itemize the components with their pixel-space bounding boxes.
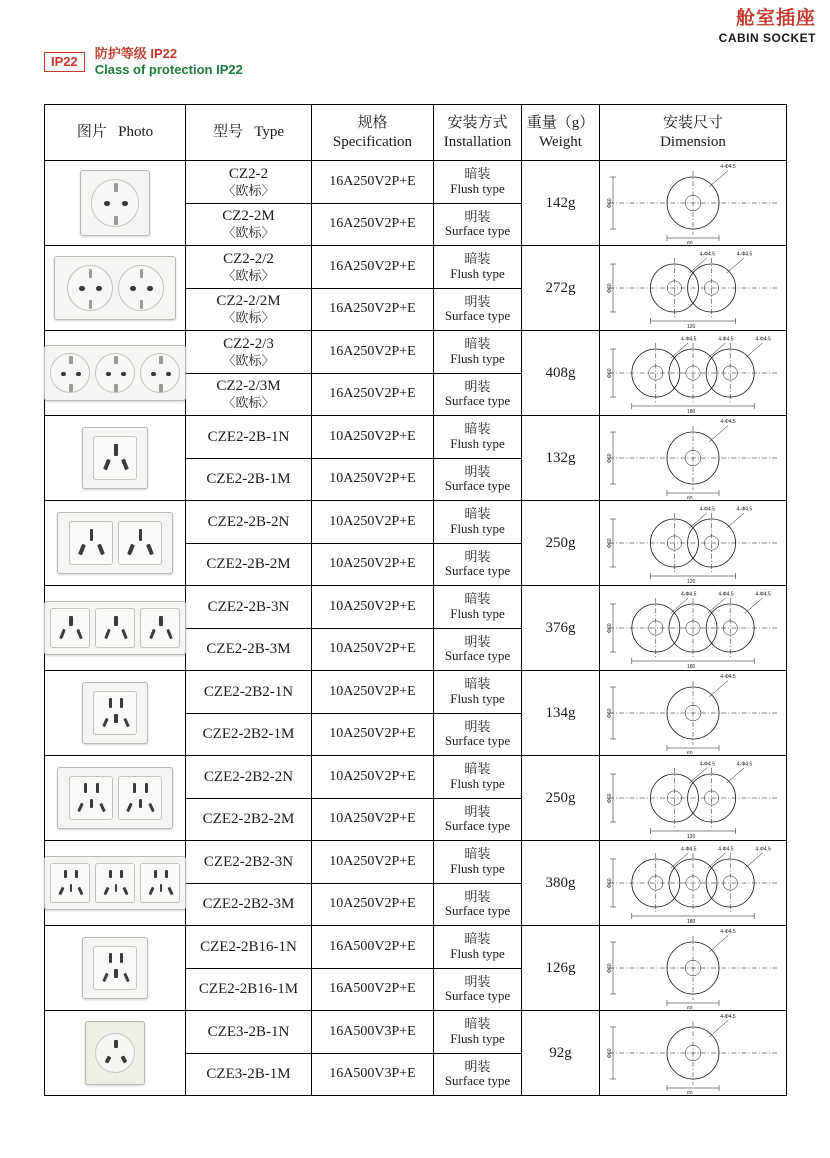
model-number: CZE2-2B-1M [206, 471, 291, 488]
installation-cn: 暗装 [464, 421, 491, 437]
specification-cell: 16A250V2P+E [312, 331, 434, 374]
installation-cell [434, 713, 522, 756]
specification-cell: 10A250V2P+E [312, 671, 434, 714]
installation-en: Surface type [444, 393, 511, 409]
installation-en: Surface type [444, 563, 511, 579]
specification-cell: 10A250V2P+E [312, 628, 434, 671]
installation-cell [434, 416, 522, 459]
product-photo-cell [45, 926, 186, 1011]
model-number: CZE2-2B2-3N [203, 853, 294, 870]
header-title-cn: 舱室插座 [735, 8, 816, 29]
dimension-drawing-cell [600, 671, 787, 756]
col-header-weight-en: Weight [539, 133, 582, 150]
installation-cell [434, 501, 522, 544]
installation-en: Flush type [450, 180, 505, 196]
svg-text:4-Φ4.5: 4-Φ4.5 [755, 591, 771, 598]
col-header-type-en: Type [254, 124, 285, 141]
installation-cn: 暗装 [464, 761, 491, 777]
model-number: CZ2-2 [228, 165, 269, 182]
protection-label-en: Class of protection IP22 [94, 62, 243, 78]
installation-cn: 明装 [464, 973, 491, 989]
model-number: CZ2-2/3M [216, 378, 281, 395]
svg-text:Φ60: Φ60 [607, 368, 613, 378]
installation-en: Flush type [450, 265, 505, 281]
col-header-dimension-cn: 安装尺寸 [662, 114, 723, 131]
specification-cell: 16A250V2P+E [312, 373, 434, 416]
svg-text:Φ60: Φ60 [607, 453, 613, 463]
installation-en: Flush type [450, 775, 505, 791]
model-cell [186, 246, 312, 289]
dimension-drawing-cell [600, 501, 787, 586]
col-header-specification-en: Specification [332, 133, 413, 150]
table-head [45, 105, 787, 161]
specification-cell: 16A500V3P+E [312, 1053, 434, 1096]
svg-text:4-Φ4.5: 4-Φ4.5 [681, 336, 697, 343]
installation-cn: 暗装 [464, 846, 491, 862]
svg-text:Φ60: Φ60 [607, 793, 613, 803]
product-photo-cell [45, 246, 186, 331]
dimension-drawing-cell [600, 331, 787, 416]
installation-en: Surface type [444, 1073, 511, 1089]
installation-cn: 明装 [464, 888, 491, 904]
installation-cell [434, 1053, 522, 1096]
model-number: CZ2-2/3 [223, 335, 274, 352]
model-number: CZ2-2/2M [216, 293, 281, 310]
svg-text:60: 60 [687, 241, 693, 244]
col-header-specification-cn: 规格 [357, 114, 388, 131]
model-number: CZ2-2/2 [223, 250, 274, 267]
specification-cell: 10A250V2P+E [312, 798, 434, 841]
protection-label-cn: 防护等级 IP22 [94, 46, 178, 61]
header-title-en: CABIN SOCKET [718, 30, 816, 45]
socket-3phase-1gang [47, 1021, 183, 1085]
installation-cell [434, 246, 522, 289]
table-header-row [45, 105, 787, 161]
specification-cell: 16A250V2P+E [312, 246, 434, 289]
svg-text:Φ60: Φ60 [607, 198, 613, 208]
model-cell [186, 373, 312, 416]
model-number: CZE2-2B16-1N [200, 938, 297, 955]
product-photo-cell [45, 501, 186, 586]
model-number: CZ2-2M [222, 208, 275, 225]
installation-cell [434, 628, 522, 671]
product-photo-cell [45, 1011, 186, 1096]
svg-text:180: 180 [687, 664, 696, 669]
model-number: CZE2-2B-1N [207, 428, 290, 445]
col-header-dimension [600, 105, 787, 161]
svg-text:Φ60: Φ60 [607, 708, 613, 718]
col-header-weight [522, 105, 600, 161]
dimension-drawing-cell [600, 1011, 787, 1096]
model-number: CZE3-2B-1M [206, 1066, 291, 1083]
installation-cell [434, 161, 522, 204]
product-photo-cell [45, 161, 186, 246]
model-cell [186, 586, 312, 629]
model-standard: 〈欧标〉 [222, 182, 275, 198]
table-row [45, 161, 787, 204]
model-cell [186, 458, 312, 501]
svg-text:180: 180 [687, 409, 696, 414]
installation-en: Flush type [450, 520, 505, 536]
model-cell [186, 543, 312, 586]
socket-multi-1gang [47, 427, 183, 489]
svg-text:180: 180 [687, 919, 696, 924]
model-standard: 〈欧标〉 [222, 395, 275, 411]
table-row [45, 331, 787, 374]
model-cell [186, 1011, 312, 1054]
dimension-drawing-cell [600, 586, 787, 671]
model-number: CZE2-2B16-1M [198, 981, 299, 998]
installation-cell [434, 798, 522, 841]
model-cell [186, 968, 312, 1011]
socket-5hole-1gang [47, 682, 183, 744]
weight-cell: 408g [522, 331, 600, 416]
installation-en: Flush type [450, 860, 505, 876]
col-header-weight-cn: 重量（g） [526, 114, 595, 131]
installation-en: Flush type [450, 1030, 505, 1046]
col-header-dimension-en: Dimension [660, 133, 726, 150]
table-row [45, 756, 787, 799]
page-header [719, 8, 816, 46]
svg-text:4-Φ4.5: 4-Φ4.5 [699, 251, 715, 258]
installation-en: Flush type [450, 945, 505, 961]
model-cell [186, 501, 312, 544]
svg-text:Φ60: Φ60 [607, 283, 613, 293]
model-standard: 〈欧标〉 [222, 267, 275, 283]
socket-5hole-2gang [47, 767, 183, 829]
installation-cn: 明装 [464, 633, 491, 649]
installation-cell [434, 926, 522, 969]
product-photo-cell [45, 331, 186, 416]
product-photo-cell [45, 416, 186, 501]
col-header-type [186, 105, 312, 161]
product-photo-cell [45, 586, 186, 671]
svg-text:60: 60 [687, 1091, 693, 1094]
table-row [45, 841, 787, 884]
model-number: CZE2-2B-3M [206, 641, 291, 658]
installation-en: Flush type [450, 605, 505, 621]
table-row [45, 1011, 787, 1054]
installation-cn: 暗装 [464, 336, 491, 352]
installation-cn: 明装 [464, 463, 491, 479]
specification-cell: 16A250V2P+E [312, 288, 434, 331]
model-cell [186, 756, 312, 799]
specification-cell: 16A500V2P+E [312, 926, 434, 969]
installation-cn: 暗装 [464, 506, 491, 522]
svg-text:4-Φ4.5: 4-Φ4.5 [755, 846, 771, 853]
weight-cell: 250g [522, 756, 600, 841]
installation-cell [434, 968, 522, 1011]
col-header-photo-en: Photo [118, 124, 154, 141]
specification-cell: 10A250V2P+E [312, 543, 434, 586]
installation-cn: 明装 [464, 718, 491, 734]
product-photo-cell [45, 841, 186, 926]
model-number: CZE2-2B2-2M [202, 811, 295, 828]
table-row [45, 586, 787, 629]
model-cell [186, 331, 312, 374]
svg-text:Φ60: Φ60 [607, 878, 613, 888]
installation-en: Surface type [444, 223, 511, 239]
col-header-specification [312, 105, 434, 161]
socket-euro-3gang [47, 345, 183, 401]
installation-cell [434, 288, 522, 331]
socket-euro-1gang [47, 170, 183, 236]
installation-en: Flush type [450, 690, 505, 706]
model-number: CZE2-2B-2M [206, 556, 291, 573]
installation-cell [434, 543, 522, 586]
specification-cell: 10A250V2P+E [312, 883, 434, 926]
model-cell [186, 203, 312, 246]
model-cell [186, 1053, 312, 1096]
weight-cell: 272g [522, 246, 600, 331]
installation-cn: 暗装 [464, 591, 491, 607]
model-cell [186, 798, 312, 841]
installation-cell [434, 458, 522, 501]
installation-cn: 明装 [464, 293, 491, 309]
specification-cell: 10A250V2P+E [312, 841, 434, 884]
installation-en: Flush type [450, 350, 505, 366]
specification-cell: 16A500V3P+E [312, 1011, 434, 1054]
socket-euro-2gang [47, 256, 183, 320]
weight-cell: 250g [522, 501, 600, 586]
table-row [45, 671, 787, 714]
protection-class-badge [44, 46, 243, 79]
model-cell [186, 926, 312, 969]
table-row [45, 501, 787, 544]
svg-text:4-Φ4.5: 4-Φ4.5 [720, 418, 736, 425]
table-row [45, 416, 787, 459]
specification-cell: 10A250V2P+E [312, 586, 434, 629]
dimension-drawing-cell [600, 246, 787, 331]
installation-en: Flush type [450, 435, 505, 451]
installation-cn: 明装 [464, 208, 491, 224]
specification-cell: 10A250V2P+E [312, 756, 434, 799]
specification-cell: 16A500V2P+E [312, 968, 434, 1011]
svg-text:4-Φ4.5: 4-Φ4.5 [736, 251, 753, 258]
model-cell [186, 628, 312, 671]
svg-text:4-Φ4.5: 4-Φ4.5 [720, 928, 736, 935]
model-cell [186, 883, 312, 926]
installation-cn: 暗装 [464, 1016, 491, 1032]
installation-cell [434, 841, 522, 884]
model-number: CZE2-2B2-3M [202, 896, 295, 913]
model-cell [186, 416, 312, 459]
installation-en: Surface type [444, 308, 511, 324]
specification-table [44, 104, 787, 1096]
installation-cn: 明装 [464, 1058, 491, 1074]
protection-label [95, 46, 243, 79]
col-header-photo-cn: 图片 [76, 124, 107, 141]
installation-cn: 暗装 [464, 931, 491, 947]
socket-multi-2gang [47, 512, 183, 574]
specification-cell: 10A250V2P+E [312, 416, 434, 459]
svg-text:4-Φ4.5: 4-Φ4.5 [718, 591, 734, 598]
installation-en: Surface type [444, 818, 511, 834]
weight-cell: 126g [522, 926, 600, 1011]
socket-5hole-16a [47, 937, 183, 999]
installation-cn: 明装 [464, 803, 491, 819]
model-standard: 〈欧标〉 [222, 225, 275, 241]
col-header-photo [45, 105, 186, 161]
dimension-drawing-cell [600, 756, 787, 841]
weight-cell: 132g [522, 416, 600, 501]
svg-text:4-Φ4.5: 4-Φ4.5 [720, 1013, 736, 1020]
installation-cn: 暗装 [464, 676, 491, 692]
svg-text:4-Φ4.5: 4-Φ4.5 [720, 673, 736, 680]
installation-cn: 暗装 [464, 166, 491, 182]
dimension-drawing-cell [600, 841, 787, 926]
installation-en: Surface type [444, 988, 511, 1004]
dimension-drawing-cell [600, 926, 787, 1011]
specification-cell: 10A250V2P+E [312, 713, 434, 756]
weight-cell: 376g [522, 586, 600, 671]
installation-cn: 明装 [464, 548, 491, 564]
weight-cell: 142g [522, 161, 600, 246]
model-number: CZE2-2B2-2N [203, 768, 294, 785]
installation-cell [434, 671, 522, 714]
svg-text:Φ60: Φ60 [607, 963, 613, 973]
installation-cn: 明装 [464, 378, 491, 394]
model-number: CZE2-2B2-1N [203, 683, 294, 700]
col-header-installation-en: Installation [443, 133, 512, 150]
weight-cell: 92g [522, 1011, 600, 1096]
model-number: CZE2-2B-2N [207, 513, 290, 530]
ip-code: IP22 [44, 52, 85, 72]
dimension-drawing-cell [600, 416, 787, 501]
installation-en: Surface type [444, 478, 511, 494]
model-standard: 〈欧标〉 [222, 310, 275, 326]
svg-text:4-Φ4.5: 4-Φ4.5 [699, 506, 715, 513]
table-row [45, 926, 787, 969]
specification-cell: 16A250V2P+E [312, 161, 434, 204]
svg-text:4-Φ4.5: 4-Φ4.5 [681, 591, 697, 598]
installation-en: Surface type [444, 648, 511, 664]
socket-multi-3gang [47, 601, 183, 655]
installation-cell [434, 203, 522, 246]
specification-cell: 16A250V2P+E [312, 203, 434, 246]
installation-cell [434, 1011, 522, 1054]
model-cell [186, 671, 312, 714]
model-cell [186, 288, 312, 331]
col-header-installation [434, 105, 522, 161]
installation-cell [434, 883, 522, 926]
svg-text:4-Φ4.5: 4-Φ4.5 [736, 761, 753, 768]
svg-text:4-Φ4.5: 4-Φ4.5 [681, 846, 697, 853]
svg-text:120: 120 [687, 579, 696, 584]
weight-cell: 380g [522, 841, 600, 926]
svg-text:4-Φ4.5: 4-Φ4.5 [720, 163, 736, 170]
installation-en: Surface type [444, 733, 511, 749]
svg-text:Φ60: Φ60 [607, 1048, 613, 1058]
model-cell [186, 713, 312, 756]
model-number: CZE3-2B-1N [207, 1023, 290, 1040]
dimension-drawing-cell [600, 161, 787, 246]
specification-cell: 10A250V2P+E [312, 501, 434, 544]
svg-text:120: 120 [687, 834, 696, 839]
table-body [45, 161, 787, 1096]
model-number: CZE2-2B-3N [207, 598, 290, 615]
installation-en: Surface type [444, 903, 511, 919]
model-standard: 〈欧标〉 [222, 352, 275, 368]
svg-text:Φ60: Φ60 [607, 623, 613, 633]
product-photo-cell [45, 671, 186, 756]
weight-cell: 134g [522, 671, 600, 756]
model-cell [186, 161, 312, 204]
svg-text:4-Φ4.5: 4-Φ4.5 [699, 761, 715, 768]
table-row [45, 246, 787, 289]
svg-text:4-Φ4.5: 4-Φ4.5 [736, 506, 753, 513]
specification-cell: 10A250V2P+E [312, 458, 434, 501]
svg-text:Φ60: Φ60 [607, 538, 613, 548]
col-header-type-cn: 型号 [212, 124, 243, 141]
svg-text:60: 60 [687, 1006, 693, 1009]
svg-text:4-Φ4.5: 4-Φ4.5 [718, 846, 734, 853]
svg-text:4-Φ4.5: 4-Φ4.5 [718, 336, 734, 343]
installation-cell [434, 373, 522, 416]
model-cell [186, 841, 312, 884]
svg-text:120: 120 [687, 324, 696, 329]
product-photo-cell [45, 756, 186, 841]
svg-text:60: 60 [687, 496, 693, 499]
col-header-installation-cn: 安装方式 [447, 114, 508, 131]
svg-text:60: 60 [687, 751, 693, 754]
socket-5hole-3gang [47, 856, 183, 910]
model-number: CZE2-2B2-1M [202, 726, 295, 743]
svg-text:4-Φ4.5: 4-Φ4.5 [755, 336, 771, 343]
installation-cn: 暗装 [464, 251, 491, 267]
installation-cell [434, 331, 522, 374]
installation-cell [434, 756, 522, 799]
installation-cell [434, 586, 522, 629]
